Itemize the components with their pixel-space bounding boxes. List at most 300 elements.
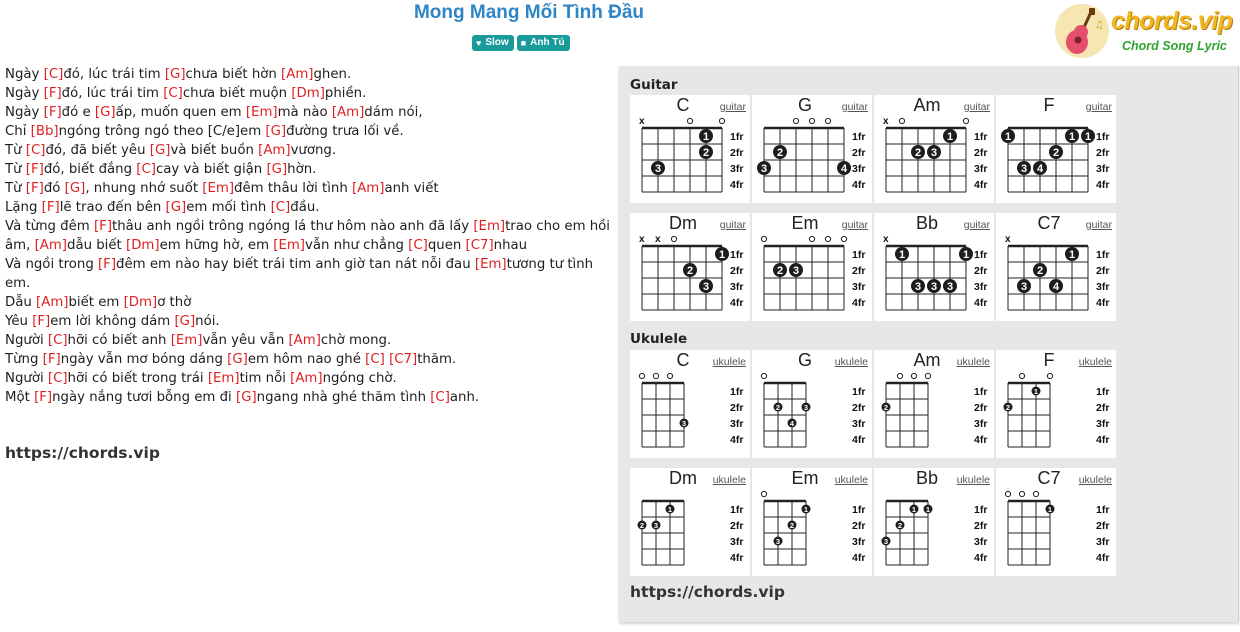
lyric-text: Ngày: [5, 86, 44, 101]
guitar-chord-am[interactable]: [874, 95, 994, 203]
chord-diagram: [630, 213, 750, 321]
chord-diagram: [996, 350, 1116, 458]
finger-number: 3: [654, 163, 662, 175]
instrument-link[interactable]: ukulele: [834, 356, 868, 368]
lyric-line: [5, 312, 617, 331]
chord-diagram: [630, 350, 750, 458]
lyric-line: [5, 179, 617, 198]
fret-label: 3fr: [730, 281, 744, 293]
chord-name: C: [676, 95, 690, 115]
chord-token[interactable]: [Dm]: [123, 295, 158, 310]
chord-token[interactable]: [G]: [94, 105, 116, 120]
chord-token[interactable]: [G]: [227, 352, 248, 367]
fret-label: 1fr: [730, 131, 744, 143]
finger-number: 1: [718, 249, 726, 261]
chord-token[interactable]: [F]: [25, 162, 44, 177]
lyric-line: [5, 103, 617, 122]
song-badges: [472, 35, 570, 51]
finger-number: 1: [803, 505, 809, 514]
instrument-link[interactable]: guitar: [963, 219, 990, 231]
muted-string-mark: x: [883, 116, 889, 127]
finger-number: 3: [930, 147, 938, 159]
chord-token[interactable]: [Em]: [170, 333, 203, 348]
chord-token[interactable]: [F]: [43, 105, 62, 120]
instrument-link[interactable]: ukulele: [834, 474, 868, 486]
chord-diagram: [874, 468, 994, 576]
chord-diagram: [752, 350, 872, 458]
fret-label: 1fr: [974, 504, 988, 516]
lyric-text: hỡi có biết anh: [67, 333, 171, 348]
chord-diagram: [874, 95, 994, 203]
fret-label: 4fr: [1096, 552, 1110, 564]
lyric-text: Yêu: [5, 314, 33, 329]
chord-token[interactable]: [Am]: [352, 181, 385, 196]
lyric-text: lẽ trao đến bên: [59, 200, 166, 215]
lyric-line: [5, 84, 617, 103]
lyric-text: Và ngồi trong: [5, 257, 98, 272]
finger-number: 3: [760, 163, 768, 175]
ukulele-chord-dm[interactable]: [630, 468, 750, 576]
finger-number: 3: [803, 403, 809, 412]
logo-brand: chords.vip: [1111, 7, 1233, 35]
guitar-chord-em[interactable]: [752, 213, 872, 321]
chord-token[interactable]: [Am]: [281, 67, 314, 82]
guitar-chord-c7[interactable]: [996, 213, 1116, 321]
fret-label: 3fr: [730, 418, 744, 430]
fret-label: 2fr: [974, 265, 988, 277]
chord-name: C7: [1037, 468, 1061, 488]
muted-string-mark: x: [655, 234, 661, 245]
chord-token[interactable]: [G]: [149, 143, 171, 158]
open-string-mark: [925, 373, 930, 378]
chord-token[interactable]: [Bb]: [30, 124, 59, 139]
chord-token[interactable]: [F]: [34, 390, 53, 405]
ukulele-chord-bb[interactable]: [874, 468, 994, 576]
open-string-mark: [719, 118, 724, 123]
ukulele-chord-am[interactable]: [874, 350, 994, 458]
lyric-text: đêm em nào hay biết trái tim anh giờ tan nát nỗi đau: [116, 257, 475, 272]
fret-label: 4fr: [852, 434, 866, 446]
open-string-mark: [841, 236, 846, 241]
user-icon: ■: [520, 38, 527, 48]
lyric-text: dẫu biết: [67, 238, 126, 253]
open-string-mark: [653, 373, 658, 378]
instrument-link[interactable]: guitar: [1085, 101, 1112, 113]
ukulele-chord-c[interactable]: [630, 350, 750, 458]
fret-label: 1fr: [730, 386, 744, 398]
chord-token[interactable]: [G]: [265, 124, 287, 139]
chord-diagram: [874, 213, 994, 321]
lyric-text: Người: [5, 333, 48, 348]
ukulele-chord-c7[interactable]: [996, 468, 1116, 576]
chord-token[interactable]: [C]: [270, 200, 291, 215]
chord-token[interactable]: [F]: [93, 219, 113, 234]
fret-label: 2fr: [730, 147, 744, 159]
fret-label: 3fr: [974, 536, 988, 548]
chord-token[interactable]: [Em]: [202, 181, 235, 196]
heart-icon: ♥: [476, 38, 482, 48]
fret-label: 3fr: [1096, 536, 1110, 548]
ukulele-chord-g[interactable]: [752, 350, 872, 458]
lyric-text: đó, lúc trái tim: [61, 86, 164, 101]
lyric-text: vẫn như chẳng: [305, 238, 409, 253]
chord-token[interactable]: [C]: [163, 86, 183, 101]
lyric-line: [5, 388, 617, 407]
lyric-text: chưa biết muộn: [182, 86, 292, 101]
song-title: Mong Mang Mối Tình Đầu: [413, 2, 645, 23]
chord-token[interactable]: [F]: [42, 352, 61, 367]
muted-string-mark: x: [883, 234, 889, 245]
chord-diagram: [874, 350, 994, 458]
chord-token[interactable]: [C7]: [465, 238, 494, 253]
instrument-link[interactable]: ukulele: [712, 356, 746, 368]
artist-label: Anh Tú: [530, 37, 565, 48]
chord-token[interactable]: [F]: [43, 86, 62, 101]
instrument-link[interactable]: guitar: [1085, 219, 1112, 231]
instrument-link[interactable]: ukulele: [712, 474, 746, 486]
fret-label: 3fr: [852, 536, 866, 548]
lyric-text: em hôm nao ghé: [247, 352, 366, 367]
lyric-text: cay và biết giận: [155, 162, 267, 177]
chord-diagram: [996, 468, 1116, 576]
finger-number: 3: [775, 537, 781, 546]
chord-token[interactable]: [Am]: [288, 333, 321, 348]
lyric-text: đêm thâu lời tình: [234, 181, 353, 196]
lyric-text: và biết buồn: [170, 143, 259, 158]
lyric-text: Ngày: [5, 67, 44, 82]
chord-token[interactable]: [G]: [64, 181, 86, 196]
open-string-mark: [825, 236, 830, 241]
open-string-mark: [687, 118, 692, 123]
fret-label: 3fr: [730, 163, 744, 175]
chord-token[interactable]: [Dm]: [291, 86, 325, 101]
lyric-text: đó, lúc trái tim: [63, 67, 165, 82]
chord-token[interactable]: [F]: [25, 181, 44, 196]
chord-token[interactable]: [C]: [408, 238, 428, 253]
genre-badge[interactable]: [472, 35, 514, 51]
open-string-mark: [1005, 491, 1010, 496]
fret-label: 3fr: [730, 536, 744, 548]
open-string-mark: [761, 373, 766, 378]
fret-label: 2fr: [974, 147, 988, 159]
fret-label: 4fr: [730, 434, 744, 446]
lyric-text: ngóng chờ.: [322, 371, 397, 386]
lyric-line: [5, 122, 617, 141]
fret-label: 2fr: [852, 520, 866, 532]
open-string-mark: [1019, 491, 1024, 496]
finger-number: 3: [1020, 163, 1028, 175]
finger-number: 3: [930, 281, 938, 293]
fret-label: 2fr: [1096, 402, 1110, 414]
fret-label: 1fr: [974, 249, 988, 261]
fret-label: 2fr: [974, 520, 988, 532]
chord-diagram: [752, 213, 872, 321]
lyric-text: quen: [427, 238, 466, 253]
chord-token[interactable]: [C]: [43, 67, 64, 82]
finger-number: 1: [946, 131, 954, 143]
lyrics-body: [5, 65, 617, 407]
fret-label: 4fr: [974, 297, 988, 309]
chord-token[interactable]: [C]: [430, 390, 450, 405]
instrument-link[interactable]: guitar: [963, 101, 990, 113]
chord-token[interactable]: [C7]: [389, 352, 418, 367]
fret-label: 1fr: [1096, 249, 1110, 261]
lyric-text: đó e: [61, 105, 95, 120]
guitar-chord-g[interactable]: [752, 95, 872, 203]
fret-label: 3fr: [852, 163, 866, 175]
chord-token[interactable]: [Em]: [207, 371, 240, 386]
chord-token[interactable]: [Em]: [473, 219, 506, 234]
finger-number: 2: [1052, 147, 1060, 159]
lyric-line: [5, 255, 617, 293]
chord-token[interactable]: [F]: [41, 200, 60, 215]
lyric-text: chưa biết hờn: [185, 67, 282, 82]
finger-number: 1: [1033, 387, 1039, 396]
lyric-line: [5, 141, 617, 160]
chord-name: Bb: [915, 468, 939, 488]
fret-label: 1fr: [974, 386, 988, 398]
finger-number: 1: [925, 505, 931, 514]
fret-label: 1fr: [852, 249, 866, 261]
chord-name: C: [676, 350, 690, 370]
open-string-mark: [761, 236, 766, 241]
lyric-text: ngày nắng tươi bỗng em đi: [52, 390, 236, 405]
instrument-link[interactable]: ukulele: [956, 356, 990, 368]
lyric-text: anh viết: [384, 181, 439, 196]
lyric-text: Từng: [5, 352, 43, 367]
fret-label: 1fr: [730, 504, 744, 516]
chord-token[interactable]: [G]: [165, 200, 187, 215]
chord-name: F: [1043, 95, 1055, 115]
fret-label: 1fr: [852, 504, 866, 516]
fret-label: 4fr: [1096, 179, 1110, 191]
open-string-mark: [1047, 373, 1052, 378]
finger-number: 2: [686, 265, 694, 277]
muted-string-mark: x: [1005, 234, 1011, 245]
finger-number: 1: [1068, 131, 1076, 143]
lyric-line: [5, 331, 617, 350]
lyric-text: đó, biết đắng: [43, 162, 137, 177]
chord-token[interactable]: [F]: [32, 314, 51, 329]
guitar-section-label: Guitar: [630, 77, 678, 93]
chord-token[interactable]: [Am]: [34, 238, 67, 253]
lyric-text: Từ: [5, 181, 26, 196]
lyric-text: vẫn yêu vẫn: [202, 333, 289, 348]
chord-token[interactable]: [Am]: [258, 143, 291, 158]
finger-number: 1: [911, 505, 917, 514]
fret-label: 3fr: [974, 281, 988, 293]
lyric-text: ơ thờ: [157, 295, 192, 310]
chord-token[interactable]: [Am]: [331, 105, 365, 120]
guitar-chord-c[interactable]: [630, 95, 750, 203]
lyric-line: [5, 350, 617, 369]
open-string-mark: [1033, 491, 1038, 496]
fret-label: 4fr: [730, 297, 744, 309]
chord-name: Dm: [669, 213, 697, 233]
lyric-text: đó: [43, 181, 65, 196]
chord-token[interactable]: [C]: [47, 333, 68, 348]
lyric-text: đường trưa lối về.: [286, 124, 404, 139]
chord-token[interactable]: [C]: [47, 371, 68, 386]
fret-label: 3fr: [1096, 163, 1110, 175]
lyric-text: Người: [5, 371, 48, 386]
chord-diagram: [996, 95, 1116, 203]
fret-label: 2fr: [852, 147, 866, 159]
chord-token[interactable]: [Dm]: [126, 238, 160, 253]
lyric-text: Từ: [5, 143, 26, 158]
chord-token[interactable]: [C]: [136, 162, 156, 177]
instrument-link[interactable]: ukulele: [1078, 474, 1112, 486]
fret-label: 4fr: [852, 179, 866, 191]
lyric-text: mà nào: [277, 105, 332, 120]
lyric-text: thâu anh ngồi trông ngóng lá thư hôm nào anh đã lấy: [112, 219, 474, 234]
guitar-chord-bb[interactable]: [874, 213, 994, 321]
fret-label: 4fr: [1096, 434, 1110, 446]
instrument-link[interactable]: guitar: [841, 101, 868, 113]
finger-number: 1: [1047, 505, 1053, 514]
fret-label: 4fr: [974, 179, 988, 191]
open-string-mark: [897, 373, 902, 378]
open-string-mark: [825, 118, 830, 123]
lyric-text: anh.: [449, 390, 480, 405]
open-string-mark: [639, 373, 644, 378]
lyric-text: em mối tình: [186, 200, 271, 215]
lyric-text: đầu.: [290, 200, 320, 215]
fret-label: 4fr: [974, 434, 988, 446]
fret-label: 1fr: [1096, 131, 1110, 143]
lyric-text: Chỉ: [5, 124, 31, 139]
instrument-link[interactable]: guitar: [719, 101, 746, 113]
lyric-text: trao cho em hồi âm,: [5, 219, 611, 253]
lyric-text: ngang nhà ghé thăm tình: [256, 390, 431, 405]
chord-token[interactable]: [C]: [365, 352, 385, 367]
fret-label: 1fr: [852, 386, 866, 398]
lyric-text: em lời không dám: [50, 314, 175, 329]
fret-label: 4fr: [974, 552, 988, 564]
finger-number: 2: [702, 147, 710, 159]
chord-token[interactable]: [Am]: [36, 295, 69, 310]
lyric-text: hờn.: [287, 162, 317, 177]
finger-number: 2: [1005, 403, 1011, 412]
chord-token[interactable]: [Em]: [474, 257, 507, 272]
site-logo[interactable]: [1055, 3, 1235, 59]
instrument-link[interactable]: guitar: [719, 219, 746, 231]
ukulele-chord-f[interactable]: [996, 350, 1116, 458]
finger-number: 4: [1052, 281, 1060, 293]
finger-number: 1: [1004, 131, 1012, 143]
fret-label: 3fr: [974, 163, 988, 175]
site-url-panel[interactable]: https://chords.vip: [630, 583, 785, 601]
chord-name: Bb: [915, 213, 939, 233]
chord-diagram: [996, 213, 1116, 321]
instrument-link[interactable]: ukulele: [956, 474, 990, 486]
chord-name: G: [797, 350, 812, 370]
open-string-mark: [793, 118, 798, 123]
lyric-text: Lặng: [5, 200, 42, 215]
lyric-text: Và từng đêm: [5, 219, 94, 234]
chord-token[interactable]: [F]: [97, 257, 117, 272]
finger-number: 1: [1068, 249, 1076, 261]
finger-number: 2: [776, 265, 784, 277]
fret-label: 4fr: [730, 552, 744, 564]
instrument-link[interactable]: guitar: [841, 219, 868, 231]
open-string-mark: [911, 373, 916, 378]
finger-number: 4: [840, 163, 848, 175]
lyric-text: , nhung nhớ suốt: [85, 181, 203, 196]
artist-badge[interactable]: [517, 35, 570, 51]
lyric-text: phiền.: [324, 86, 367, 101]
logo-tagline: Chord Song Lyric: [1122, 39, 1227, 53]
chord-token[interactable]: [G]: [164, 67, 186, 82]
fret-label: 2fr: [974, 402, 988, 414]
chord-token[interactable]: [G]: [174, 314, 196, 329]
chord-token[interactable]: [G]: [235, 390, 257, 405]
lyric-text: vương.: [290, 143, 337, 158]
fret-label: 2fr: [1096, 265, 1110, 277]
finger-number: 3: [702, 281, 710, 293]
lyric-text: dám nói,: [364, 105, 423, 120]
chord-name: G: [797, 95, 812, 115]
open-string-mark: [809, 118, 814, 123]
open-string-mark: [899, 118, 904, 123]
finger-number: 1: [898, 249, 906, 261]
genre-label: Slow: [485, 37, 509, 48]
lyric-text: Ngày: [5, 105, 44, 120]
finger-number: 3: [883, 537, 889, 546]
finger-number: 3: [914, 281, 922, 293]
lyric-line: [5, 65, 617, 84]
chord-token[interactable]: [C]: [25, 143, 46, 158]
chord-token[interactable]: [Em]: [245, 105, 278, 120]
lyric-text: em hững hờ, em: [159, 238, 274, 253]
lyric-text: chờ mong.: [320, 333, 392, 348]
guitar-chord-f[interactable]: [996, 95, 1116, 203]
fret-label: 4fr: [852, 552, 866, 564]
open-string-mark: [963, 118, 968, 123]
chord-diagram: [630, 468, 750, 576]
fret-label: 4fr: [730, 179, 744, 191]
finger-number: 2: [639, 521, 645, 530]
instrument-link[interactable]: ukulele: [1078, 356, 1112, 368]
chord-name: Am: [913, 350, 941, 370]
finger-number: 2: [897, 521, 903, 530]
lyric-line: [5, 198, 617, 217]
lyric-text: ngày vẫn mơ bóng dáng: [60, 352, 228, 367]
fret-label: 2fr: [1096, 520, 1110, 532]
lyric-text: thăm.: [417, 352, 457, 367]
guitar-chord-dm[interactable]: [630, 213, 750, 321]
lyric-text: nhau: [493, 238, 528, 253]
ukulele-chord-em[interactable]: [752, 468, 872, 576]
fret-label: 2fr: [852, 265, 866, 277]
fret-label: 1fr: [1096, 504, 1110, 516]
fret-label: 1fr: [1096, 386, 1110, 398]
chord-token[interactable]: [G]: [266, 162, 288, 177]
fret-label: 2fr: [1096, 147, 1110, 159]
fret-label: 2fr: [730, 265, 744, 277]
lyric-line: [5, 293, 617, 312]
fret-label: 2fr: [852, 402, 866, 414]
chord-token[interactable]: [Am]: [290, 371, 323, 386]
chord-diagram: [752, 95, 872, 203]
site-url[interactable]: https://chords.vip: [5, 444, 160, 462]
open-string-mark: [1019, 373, 1024, 378]
chord-token[interactable]: [Em]: [273, 238, 305, 253]
finger-number: 2: [1036, 265, 1044, 277]
finger-number: 3: [946, 281, 954, 293]
finger-number: 3: [681, 419, 687, 428]
finger-number: 1: [667, 505, 673, 514]
